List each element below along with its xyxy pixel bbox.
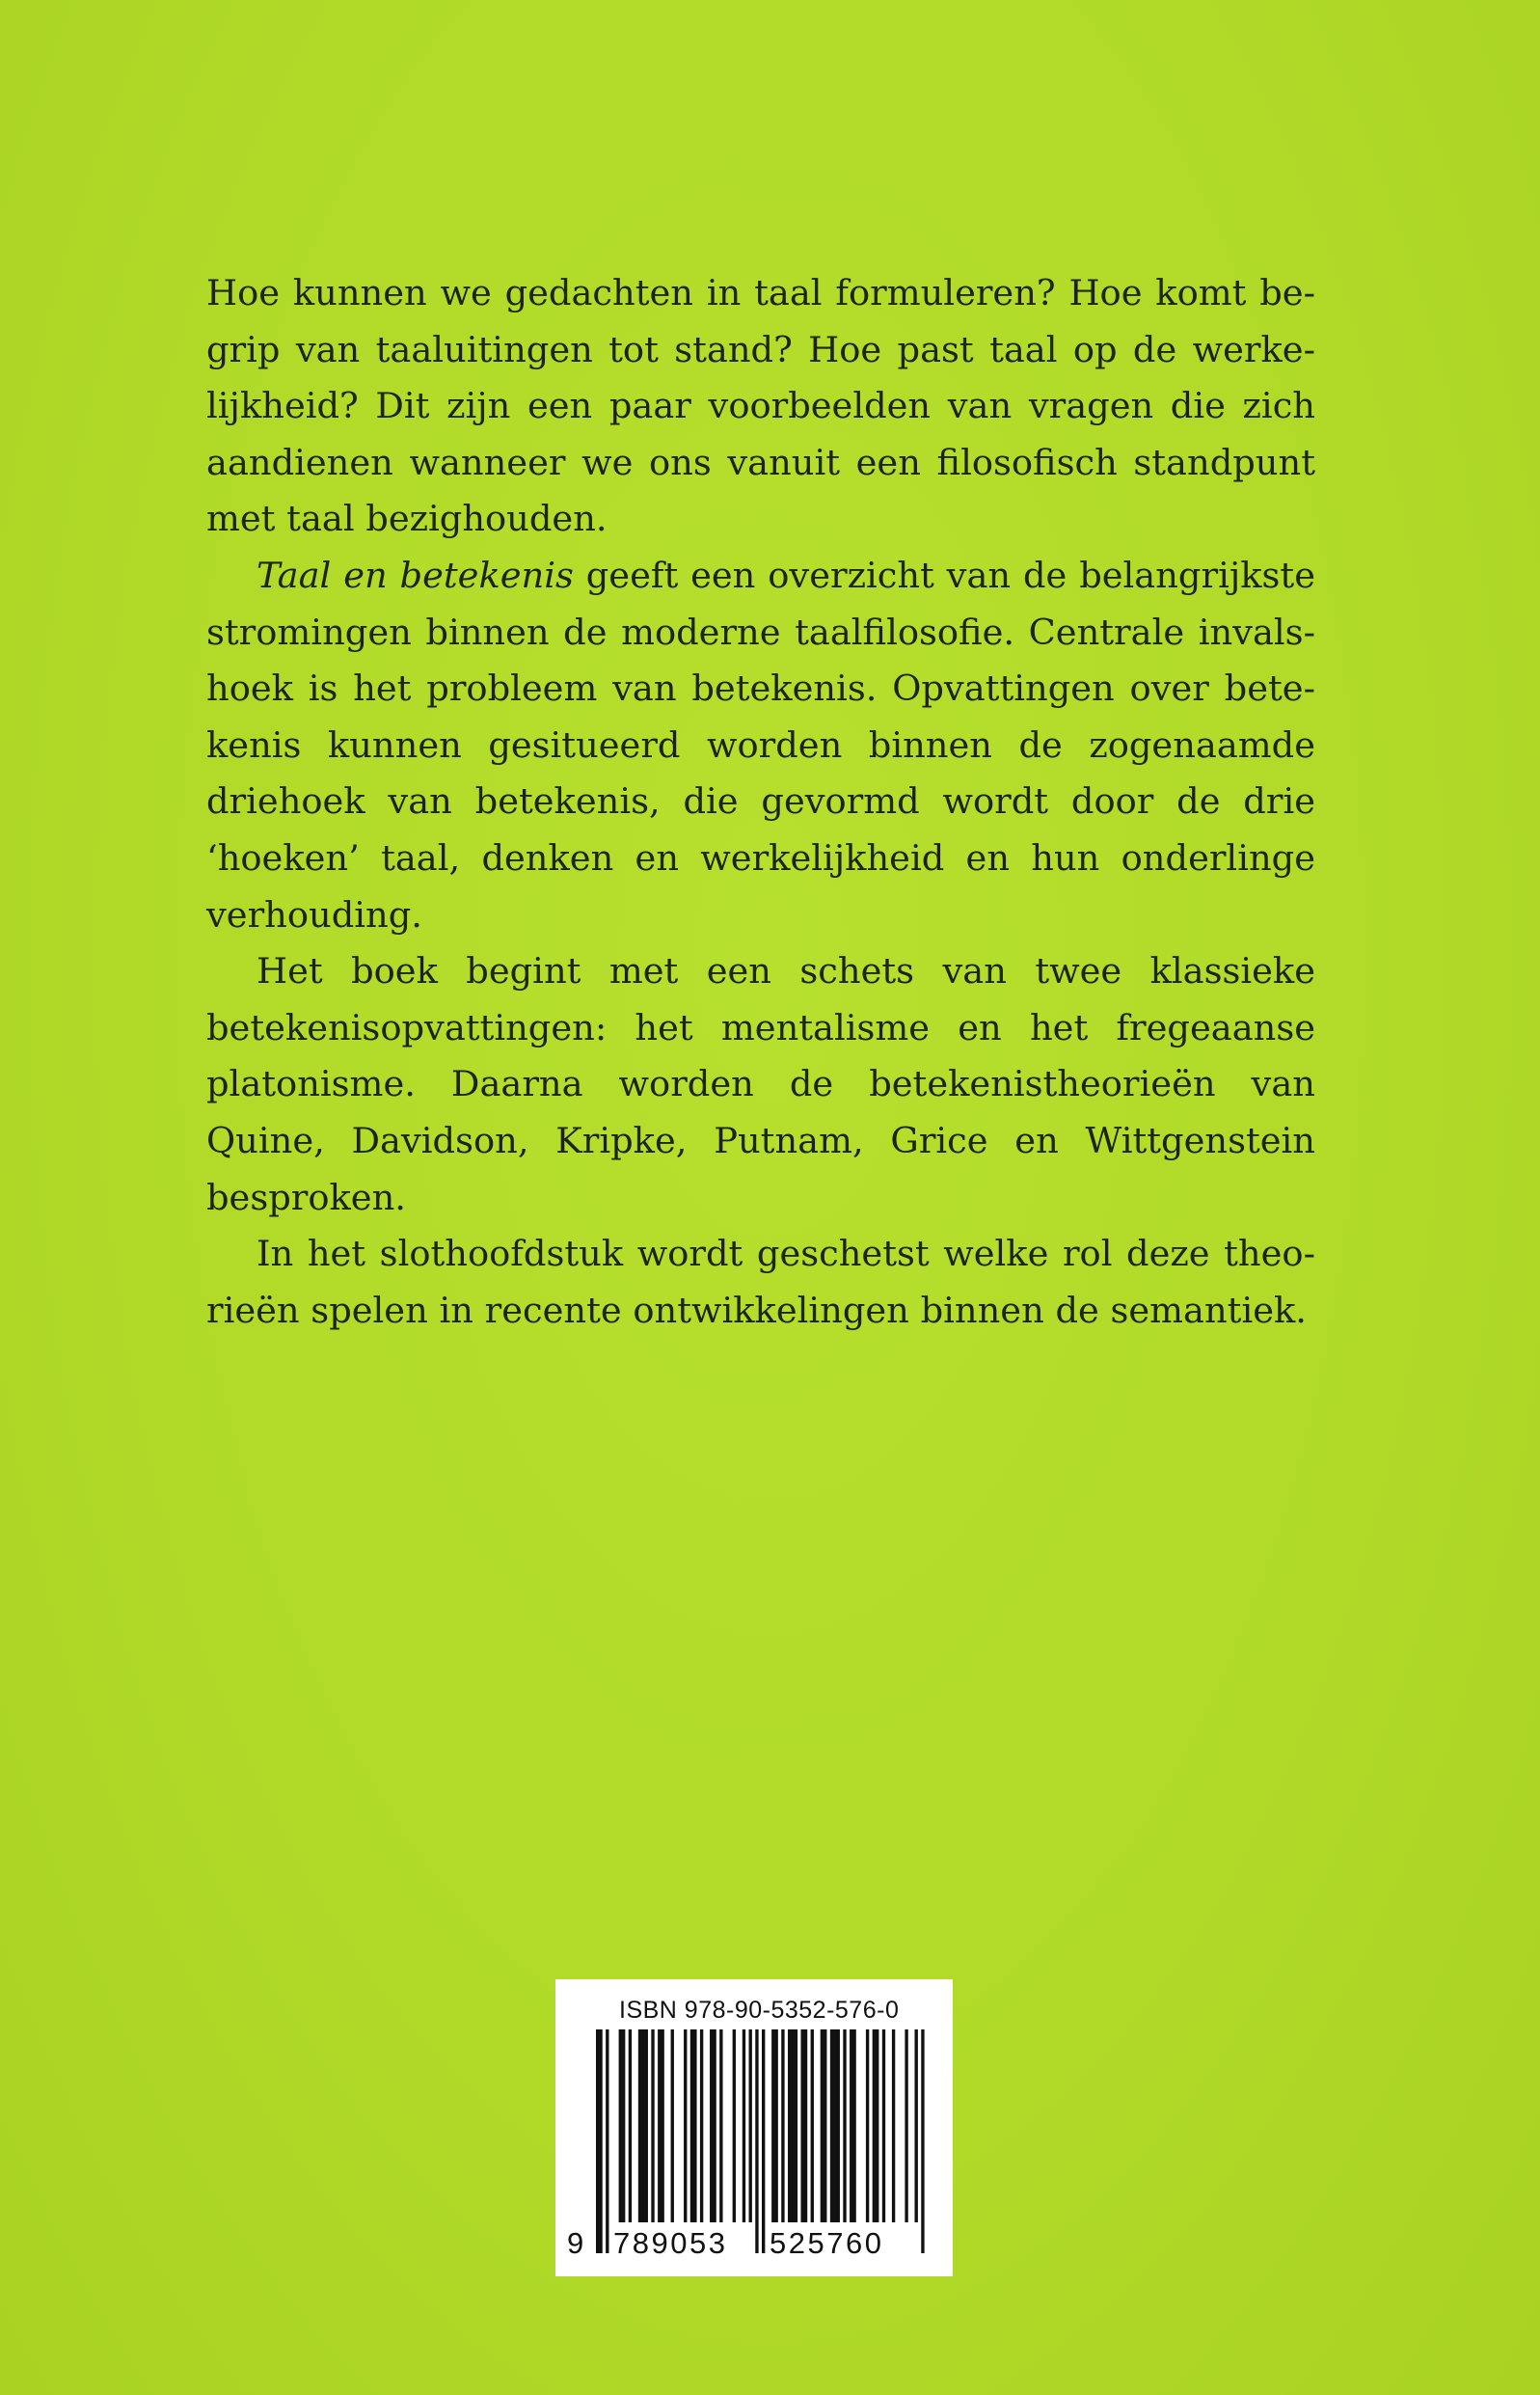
book-title: Taal en betekenis [257, 554, 574, 596]
isbn-label: ISBN 978-90-5352-576-0 [619, 1997, 900, 2024]
barcode-digits-group-2: 525760 [770, 2226, 884, 2260]
blurb-paragraph-3: Het boek begint met een schets van twee klassieke betekenisopvattingen: het mentalisme en het fregeaanse platonisme. Daarna worden de betekenistheorieën van Quine, Davidson, Kripke, Putnam, Grice en Wittgenstein besproken. [206, 950, 1315, 1218]
blurb-paragraph-2-text: geeft een overzicht van de belangrijkste stromingen binnen de moderne taalfilosofie. Centrale invalshoek is het probleem van betekenis. Opvattingen over betekenis kunnen gesitueerd worden binnen de zogenaamde driehoek van betekenis, die gevormd wordt door de drie ‘hoeken’ taal, denken en werkelijkheid en hun onderlinge verhouding. [206, 554, 1315, 936]
back-cover-blurb [206, 265, 1315, 1339]
blurb-paragraph-2 [206, 548, 1315, 943]
blurb-paragraph-1: Hoe kunnen we gedachten in taal formuleren? Hoe komt begrip van taaluitingen tot stand? Hoe past taal op de werkelijkheid? Dit zijn een paar voorbeelden van vragen die zich aandienen wanneer we ons vanuit een filosofisch standpunt met taal bezighouden. [206, 272, 1315, 540]
barcode-digit-lead: 9 [567, 2226, 584, 2260]
isbn-barcode-box [555, 1979, 953, 2276]
barcode-digits-group-1: 789053 [613, 2226, 728, 2260]
blurb-paragraph-4: In het slothoofdstuk wordt geschetst welke rol deze theorieën spelen in recente ontwikkelingen binnen de semantiek. [206, 1233, 1315, 1331]
barcode-icon [596, 2029, 928, 2259]
